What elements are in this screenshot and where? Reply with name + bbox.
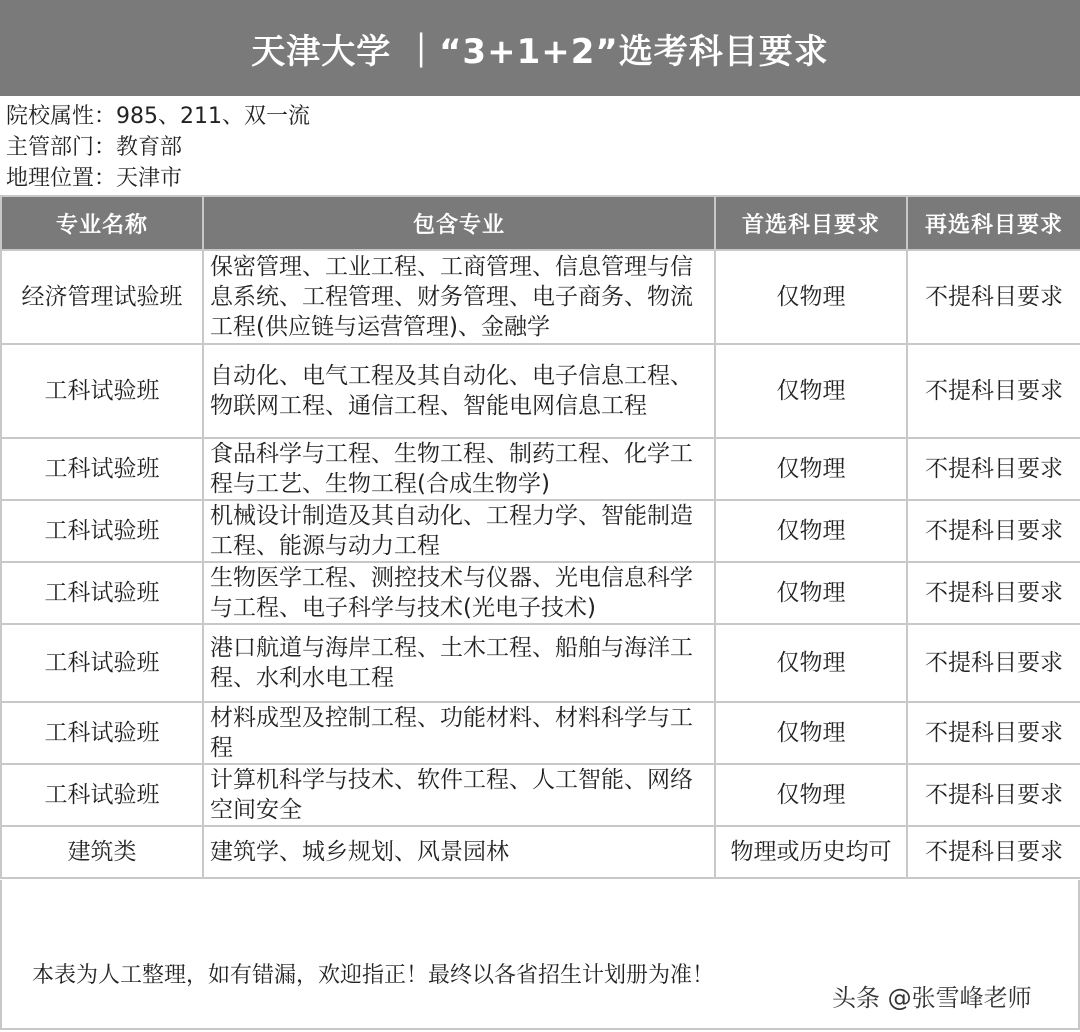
majors-cell: 生物医学工程、测控技术与仪器、光电信息科学与工程、电子科学与技术(光电子技术) [203, 562, 715, 624]
first-subject-cell: 物理或历史均可 [715, 826, 907, 878]
column-header-first-subject: 首选科目要求 [715, 196, 907, 250]
majors-cell: 港口航道与海岸工程、土木工程、船舶与海洋工程、水利水电工程 [203, 624, 715, 702]
program-name-cell: 建筑类 [1, 826, 203, 878]
table-row [1, 826, 1080, 878]
table-row [1, 344, 1080, 438]
second-subject-cell: 不提科目要求 [907, 764, 1080, 826]
first-subject-cell: 仅物理 [715, 702, 907, 764]
second-subject-cell: 不提科目要求 [907, 624, 1080, 702]
table-row [1, 562, 1080, 624]
majors-cell: 食品科学与工程、生物工程、制药工程、化学工程与工艺、生物工程(合成生物学) [203, 438, 715, 500]
program-name-cell: 工科试验班 [1, 764, 203, 826]
watermark: 头条 @张雪峰老师 [832, 984, 1032, 1012]
program-name-cell: 工科试验班 [1, 500, 203, 562]
majors-cell: 材料成型及控制工程、功能材料、材料科学与工程 [203, 702, 715, 764]
table-row [1, 250, 1080, 344]
second-subject-cell: 不提科目要求 [907, 344, 1080, 438]
majors-cell: 计算机科学与技术、软件工程、人工智能、网络空间安全 [203, 764, 715, 826]
geographic-location: 地理位置：天津市 [6, 166, 183, 191]
second-subject-cell: 不提科目要求 [907, 500, 1080, 562]
second-subject-cell: 不提科目要求 [907, 702, 1080, 764]
first-subject-cell: 仅物理 [715, 500, 907, 562]
first-subject-cell: 仅物理 [715, 250, 907, 344]
program-name-cell: 工科试验班 [1, 344, 203, 438]
program-name-cell: 工科试验班 [1, 438, 203, 500]
governing-department: 主管部门：教育部 [6, 135, 183, 160]
column-header-second-subject: 再选科目要求 [907, 196, 1080, 250]
majors-cell: 建筑学、城乡规划、风景园林 [203, 826, 715, 878]
footer [0, 880, 1080, 1030]
table-header-row [1, 196, 1080, 250]
table-row [1, 500, 1080, 562]
column-header-majors: 包含专业 [203, 196, 715, 250]
second-subject-cell: 不提科目要求 [907, 826, 1080, 878]
first-subject-cell: 仅物理 [715, 344, 907, 438]
program-name-cell: 工科试验班 [1, 702, 203, 764]
second-subject-cell: 不提科目要求 [907, 250, 1080, 344]
second-subject-cell: 不提科目要求 [907, 562, 1080, 624]
table-row [1, 702, 1080, 764]
disclaimer-note: 本表为人工整理，如有错漏，欢迎指正！最终以各省招生计划册为准！ [32, 963, 715, 988]
majors-cell: 机械设计制造及其自动化、工程力学、智能制造工程、能源与动力工程 [203, 500, 715, 562]
column-header-program: 专业名称 [1, 196, 203, 250]
page-title: 天津大学 ｜“3+1+2”选考科目要求 [0, 0, 1080, 96]
majors-cell: 保密管理、工业工程、工商管理、信息管理与信息系统、工程管理、财务管理、电子商务、物流工程(供应链与运营管理)、金融学 [203, 250, 715, 344]
first-subject-cell: 仅物理 [715, 438, 907, 500]
second-subject-cell: 不提科目要求 [907, 438, 1080, 500]
majors-cell: 自动化、电气工程及其自动化、电子信息工程、物联网工程、通信工程、智能电网信息工程 [203, 344, 715, 438]
table-row [1, 764, 1080, 826]
program-name-cell: 工科试验班 [1, 562, 203, 624]
subject-requirements-table [0, 195, 1080, 879]
program-name-cell: 工科试验班 [1, 624, 203, 702]
table-row [1, 438, 1080, 500]
first-subject-cell: 仅物理 [715, 764, 907, 826]
first-subject-cell: 仅物理 [715, 562, 907, 624]
table-row [1, 624, 1080, 702]
school-attributes: 院校属性：985、211、双一流 [6, 104, 310, 129]
program-name-cell: 经济管理试验班 [1, 250, 203, 344]
first-subject-cell: 仅物理 [715, 624, 907, 702]
